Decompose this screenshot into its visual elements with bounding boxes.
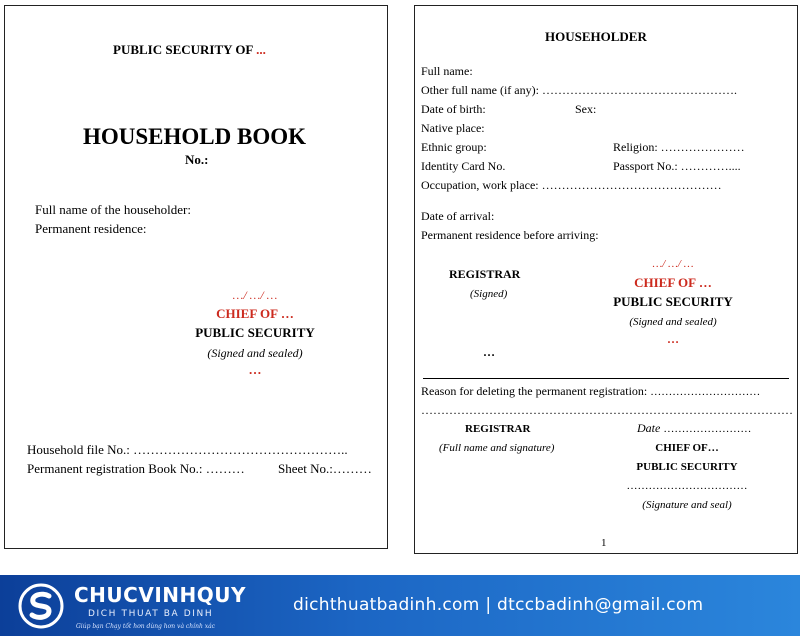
religion-field: Religion: ………………… bbox=[613, 140, 745, 154]
householder-title: HOUSEHOLDER bbox=[545, 29, 647, 44]
deletion-reason-text: Reason for deleting the permanent registration: bbox=[421, 384, 648, 398]
householder-details-page bbox=[414, 5, 798, 554]
right-signed-sealed-note: (Signed and sealed) bbox=[629, 316, 717, 328]
section-divider bbox=[423, 378, 789, 379]
right-chief-of-label: CHIEF OF … bbox=[634, 275, 712, 290]
deletion-date-line bbox=[637, 421, 751, 436]
passport-field: Passport No.: ………….... bbox=[613, 159, 741, 173]
deletion-dotted-line: ………………………………………………………………………………… bbox=[421, 403, 793, 417]
householder-name-label: Full name of the householder: bbox=[35, 202, 191, 217]
sheet-number-line: Sheet No.:……… bbox=[278, 461, 372, 476]
household-file-line: Household file No.: ………………………………………….. bbox=[27, 442, 348, 457]
brand-footer-banner bbox=[0, 575, 800, 636]
occupation-field: Occupation, work place: ……………………………………… bbox=[421, 178, 722, 192]
registrar-ellipsis: … bbox=[483, 345, 495, 359]
sex-field: Sex: bbox=[575, 102, 597, 116]
signed-sealed-note: (Signed and sealed) bbox=[207, 346, 303, 360]
right-public-security-label: PUBLIC SECURITY bbox=[613, 294, 733, 309]
permanent-residence-label: Permanent residence: bbox=[35, 221, 147, 236]
other-name-field: Other full name (if any): …………………………………………. bbox=[421, 83, 737, 97]
full-name-signature-note: (Full name and signature) bbox=[439, 442, 555, 454]
s-swoosh-logo-icon bbox=[18, 583, 64, 629]
registrar-label: REGISTRAR bbox=[449, 267, 521, 281]
date-placeholder: …/ …/ … bbox=[232, 288, 278, 302]
chief-of-label: CHIEF OF … bbox=[216, 306, 294, 321]
book-number-label: No.: bbox=[185, 152, 209, 167]
public-security-signature-label: PUBLIC SECURITY bbox=[636, 461, 738, 473]
brand-subtitle: DICH THUAT BA DINH bbox=[88, 609, 214, 619]
identity-card-field: Identity Card No. bbox=[421, 159, 506, 173]
native-place-field: Native place: bbox=[421, 121, 485, 135]
document-title: HOUSEHOLD BOOK bbox=[83, 124, 307, 149]
date-label: Date bbox=[637, 421, 661, 435]
brand-tagline: Giúp bạn Chạy tốt hơn dùng hơn và chính xác bbox=[76, 623, 216, 630]
public-security-label: PUBLIC SECURITY bbox=[195, 325, 315, 340]
deletion-reason-dots: ………………………… bbox=[650, 386, 761, 398]
previous-residence-field: Permanent residence before arriving: bbox=[421, 228, 599, 242]
chief-of-signature-label: CHIEF OF… bbox=[655, 442, 719, 454]
signature-placeholder: … bbox=[248, 362, 262, 377]
signed-note: (Signed) bbox=[470, 288, 508, 300]
authority-prefix: PUBLIC SECURITY OF bbox=[113, 42, 257, 57]
authority-placeholder: ... bbox=[256, 42, 266, 57]
ethnic-group-field: Ethnic group: bbox=[421, 140, 487, 154]
registration-book-line: Permanent registration Book No.: ……… bbox=[27, 461, 245, 476]
date-of-birth-field: Date of birth: bbox=[421, 102, 486, 116]
page-number: 1 bbox=[601, 537, 607, 549]
signature-dots: …………………………… bbox=[626, 480, 748, 492]
registrar-signature-label: REGISTRAR bbox=[465, 423, 531, 435]
date-of-arrival-field: Date of arrival: bbox=[421, 209, 495, 223]
deletion-reason-label bbox=[421, 384, 760, 399]
authority-heading bbox=[113, 42, 266, 58]
signature-seal-note: (Signature and seal) bbox=[642, 499, 732, 511]
contact-info[interactable]: dichthuatbadinh.com | dtccbadinh@gmail.com bbox=[293, 595, 704, 615]
household-book-cover-page bbox=[4, 5, 388, 549]
right-red-ellipsis: … bbox=[667, 332, 679, 346]
date-dots: …………………… bbox=[663, 423, 752, 435]
right-date-placeholder: …/ …/ … bbox=[652, 258, 694, 270]
full-name-field: Full name: bbox=[421, 64, 473, 78]
brand-name: CHUCVINHQUY bbox=[74, 583, 246, 607]
